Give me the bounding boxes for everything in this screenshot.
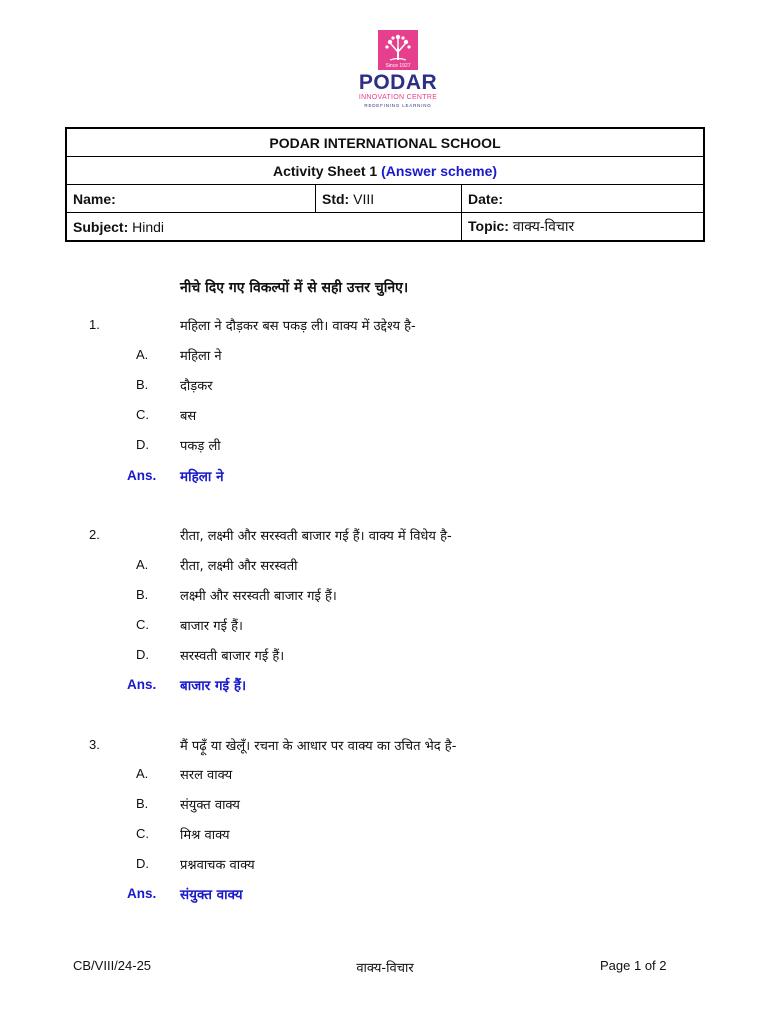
- header-table: [65, 127, 705, 242]
- logo-mark: [378, 30, 418, 70]
- logo-tagline: REDEFINING LEARNING: [364, 103, 432, 108]
- option-text: महिला ने: [180, 349, 222, 364]
- option-letter: D.: [136, 437, 149, 452]
- footer-topic: वाक्य-विचार: [356, 961, 414, 976]
- option-text: प्रश्नवाचक वाक्य: [180, 858, 255, 873]
- question-text: महिला ने दौड़कर बस पकड़ ली। वाक्य में उद्देश्य है-: [180, 319, 416, 334]
- answer-text: महिला ने: [180, 469, 224, 485]
- school-logo: [358, 30, 438, 112]
- answer-text: बाजार गई हैं।: [180, 678, 247, 694]
- name-cell: [66, 185, 316, 213]
- option-text: बस: [180, 409, 197, 424]
- option-letter: D.: [136, 647, 149, 662]
- answer-text: संयुक्त वाक्य: [180, 887, 243, 903]
- topic-value: वाक्य-विचार: [512, 218, 575, 234]
- std-cell: [316, 185, 462, 213]
- option-letter: C.: [136, 617, 149, 632]
- answer-label: Ans.: [127, 886, 157, 901]
- option-letter: A.: [136, 347, 149, 362]
- option-text: लक्ष्मी और सरस्वती बाजार गई हैं।: [180, 589, 337, 604]
- option-text: दौड़कर: [180, 379, 213, 394]
- std-value: VIII: [353, 190, 375, 207]
- option-text: सरल वाक्य: [180, 768, 233, 783]
- question-number: 1.: [89, 317, 100, 332]
- logo-brand: PODAR: [358, 71, 438, 94]
- option-letter: D.: [136, 856, 149, 871]
- date-cell: [462, 185, 705, 213]
- footer-code: CB/VIII/24-25: [73, 958, 152, 973]
- name-label: Name:: [73, 190, 116, 207]
- option-text: संयुक्त वाक्य: [180, 798, 240, 813]
- option-letter: B.: [136, 796, 149, 811]
- std-label: Std:: [322, 190, 350, 207]
- sheet-subtitle: (Answer scheme): [381, 162, 498, 179]
- school-name: PODAR INTERNATIONAL SCHOOL: [66, 128, 704, 157]
- topic-label: Topic:: [468, 218, 509, 234]
- date-label: Date:: [468, 190, 504, 207]
- option-letter: A.: [136, 557, 149, 572]
- topic-cell: [462, 213, 705, 242]
- footer-page-number: Page 1 of 2: [600, 958, 667, 973]
- option-text: मिश्र वाक्य: [180, 828, 230, 843]
- sheet-title-cell: [66, 157, 704, 185]
- answer-label: Ans.: [127, 468, 157, 483]
- subject-value: Hindi: [132, 218, 165, 235]
- option-letter: C.: [136, 407, 149, 422]
- answer-label: Ans.: [127, 677, 157, 692]
- subject-label: Subject:: [73, 218, 129, 235]
- option-text: रीता, लक्ष्मी और सरस्वती: [180, 559, 298, 574]
- option-letter: B.: [136, 587, 149, 602]
- sheet-title: Activity Sheet 1: [272, 162, 378, 179]
- question-number: 2.: [89, 527, 100, 542]
- option-letter: C.: [136, 826, 149, 841]
- instruction: नीचे दिए गए विकल्पों में से सही उत्तर चुनिए।: [180, 280, 409, 296]
- question-text: रीता, लक्ष्मी और सरस्वती बाजार गई हैं। वाक्य में विधेय है-: [180, 529, 452, 544]
- option-text: पकड़ ली: [180, 439, 221, 454]
- option-text: सरस्वती बाजार गई हैं।: [180, 649, 285, 664]
- logo-subtitle: INNOVATION CENTRE: [358, 94, 438, 101]
- option-letter: A.: [136, 766, 149, 781]
- question-number: 3.: [89, 737, 100, 752]
- logo-since: Since 1927: [385, 63, 411, 69]
- option-text: बाजार गई हैं।: [180, 619, 243, 634]
- option-letter: B.: [136, 377, 149, 392]
- subject-cell: [66, 213, 462, 242]
- question-text: मैं पढ़ूँ या खेलूँ। रचना के आधार पर वाक्य का उचित भेद है-: [180, 739, 457, 754]
